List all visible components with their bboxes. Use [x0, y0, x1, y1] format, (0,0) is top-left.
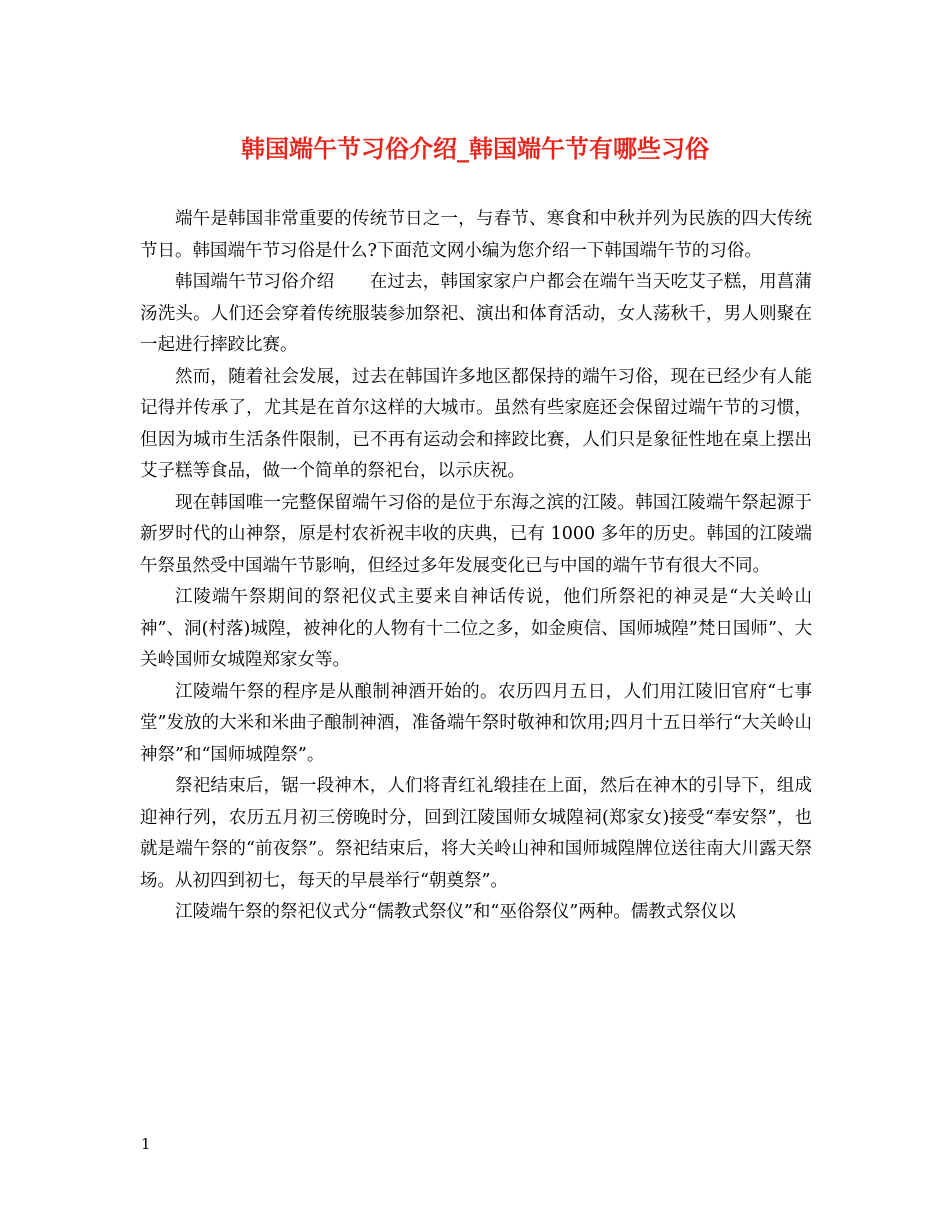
- paragraph-6: 江陵端午祭的程序是从酿制神酒开始的。农历四月五日，人们用江陵旧官府“七事堂”发放的大米和米曲子酿制神酒，准备端午祭时敬神和饮用;四月十五日举行“大关岭山神祭”和“国师城隍祭”。: [140, 681, 812, 765]
- page-number: 1: [141, 1135, 151, 1153]
- paragraph-4: 现在韩国唯一完整保留端午习俗的是位于东海之滨的江陵。韩国江陵端午祭起源于新罗时代的山神祭，原是村农祈祝丰收的庆典，已有 1000 多年的历史。韩国的江陵端午祭虽然受中国端午节影响，但经过多年发展变化已与中国的端午节有很大不同。: [140, 492, 812, 576]
- paragraph-2: 韩国端午节习俗介绍 在过去，韩国家家户户都会在端午当天吃艾子糕，用菖蒲汤洗头。人们还会穿着传统服装参加祭祀、演出和体育活动，女人荡秋千，男人则聚在一起进行摔跤比赛。: [140, 272, 812, 355]
- document-title: 韩国端午节习俗介绍_韩国端午节有哪些习俗: [241, 134, 709, 163]
- document-body: [140, 204, 812, 929]
- paragraph-8: 江陵端午祭的祭祀仪式分“儒教式祭仪”和“巫俗祭仪”两种。儒教式祭仪以: [175, 902, 736, 922]
- paragraph-3: 然而，随着社会发展，过去在韩国许多地区都保持的端午习俗，现在已经少有人能记得并传承了，尤其是在首尔这样的大城市。虽然有些家庭还会保留过端午节的习惯，但因为城市生活条件限制，已不再有运动会和摔跤比赛，人们只是象征性地在桌上摆出艾子糕等食品，做一个简单的祭祀台，以示庆祝。: [140, 366, 812, 481]
- paragraph-5: 江陵端午祭期间的祭祀仪式主要来自神话传说，他们所祭祀的神灵是“大关岭山神”、洞(村落)城隍，被神化的人物有十二位之多，如金庾信、国师城隍”梵日国师”、大关岭国师女城隍郑家女等。: [140, 587, 812, 670]
- paragraph-7: 祭祀结束后，锯一段神木，人们将青红礼缎挂在上面，然后在神木的引导下，组成迎神行列，农历五月初三傍晚时分，回到江陵国师女城隍祠(郑家女)接受“奉安祭”，也就是端午祭的“前夜祭”。祭祀结束后，将大关岭山神和国师城隍牌位送往南大川露天祭场。从初四到初七，每天的早晨举行“朝奠祭”。: [140, 776, 812, 891]
- paragraph-1: 端午是韩国非常重要的传统节日之一，与春节、寒食和中秋并列为民族的四大传统节日。韩国端午节习俗是什么?下面范文网小编为您介绍一下韩国端午节的习俗。: [140, 209, 812, 261]
